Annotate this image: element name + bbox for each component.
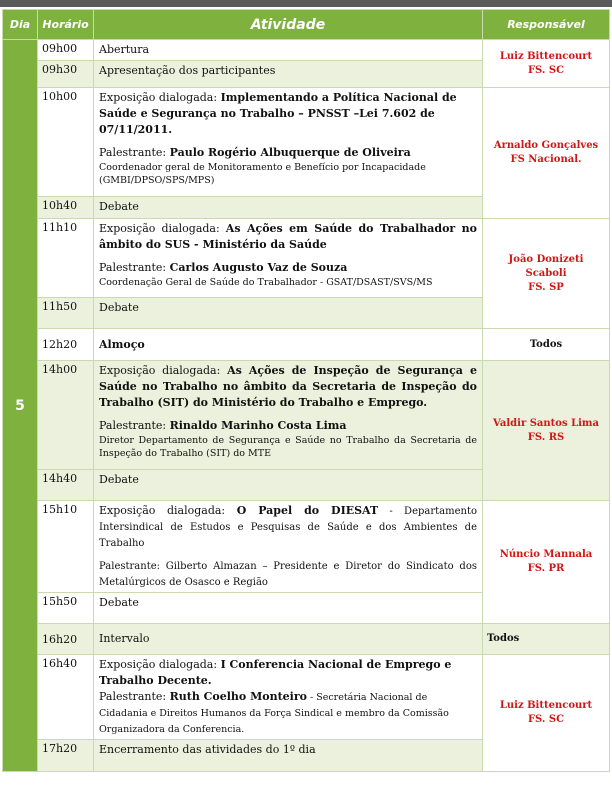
table-row bbox=[3, 624, 610, 655]
activity-cell: Debate bbox=[94, 470, 483, 501]
time-cell: 15h50 bbox=[38, 593, 94, 624]
activity-title: Implementando a Política Nacional de Saúde e Segurança no Trabalho – PNSST –Lei 7.602 de 07/11/2011. bbox=[99, 91, 457, 136]
speaker-name: Ruth Coelho Monteiro bbox=[169, 690, 307, 703]
table-row bbox=[3, 88, 610, 197]
activity-cell: Apresentação dos participantes bbox=[94, 61, 483, 88]
activity-title: As Ações em Saúde do Trabalhador no âmbito do SUS - Ministério da Saúde bbox=[99, 222, 477, 251]
activity-prefix: Exposição dialogada: bbox=[99, 222, 226, 235]
responsible-cell: Todos bbox=[483, 624, 610, 655]
day-cell: 5 bbox=[3, 40, 38, 772]
time-cell: 11h10 bbox=[38, 219, 94, 298]
table-row bbox=[3, 219, 610, 298]
activity-cell: Intervalo bbox=[94, 624, 483, 655]
table-row bbox=[3, 329, 610, 361]
responsible-cell bbox=[483, 219, 610, 329]
activity-cell: Abertura bbox=[94, 40, 483, 61]
activity-subtitle: - Departamento Intersindical de Estudos e Pesquisas de Saúde e dos Ambientes de Trabalho bbox=[99, 506, 477, 549]
responsible-org: FS. RS bbox=[527, 431, 565, 443]
time-cell: 09h00 bbox=[38, 40, 94, 61]
responsible-org: FS. SP bbox=[528, 281, 564, 293]
time-cell: 09h30 bbox=[38, 61, 94, 88]
activity-title: O Papel do DIESAT bbox=[236, 504, 379, 517]
header-responsavel: Responsável bbox=[483, 10, 610, 40]
responsible-name: Arnaldo Gonçalves bbox=[493, 140, 599, 151]
speaker-role: Coordenação Geral de Saúde do Trabalhador - GSAT/DSAST/SVS/MS bbox=[99, 277, 433, 288]
time-cell: 16h40 bbox=[38, 655, 94, 740]
header-horario: Horário bbox=[38, 10, 94, 40]
speaker-label: Palestrante: bbox=[99, 419, 170, 432]
activity-cell bbox=[94, 361, 483, 470]
responsible-name: Luiz Bittencourt bbox=[499, 50, 593, 62]
table-row bbox=[3, 40, 610, 61]
activity-cell bbox=[94, 501, 483, 593]
activity-prefix: Exposição dialogada: bbox=[99, 91, 221, 104]
header-atividade: Atividade bbox=[94, 10, 483, 40]
table-row bbox=[3, 361, 610, 470]
activity-cell: Debate bbox=[94, 197, 483, 219]
speaker-label: Palestrante: bbox=[99, 690, 170, 703]
activity-cell: Debate bbox=[94, 298, 483, 329]
activity-cell: Debate bbox=[94, 593, 483, 624]
time-cell: 17h20 bbox=[38, 740, 94, 772]
speaker-name: Carlos Augusto Vaz de Souza bbox=[169, 261, 348, 274]
time-cell: 11h50 bbox=[38, 298, 94, 329]
header-row bbox=[3, 10, 610, 40]
responsible-org: FS. SC bbox=[527, 64, 565, 76]
time-cell: 10h00 bbox=[38, 88, 94, 197]
header-dia: Dia bbox=[3, 10, 38, 40]
speaker-label: Palestrante: bbox=[99, 561, 166, 572]
time-cell: 14h40 bbox=[38, 470, 94, 501]
responsible-name: Núncio Mannala bbox=[499, 549, 593, 560]
speaker-line: Gilberto Almazan – Presidente e Diretor do Sindicato dos Metalúrgicos de Osasco e Região bbox=[99, 561, 477, 588]
responsible-cell: Todos bbox=[483, 329, 610, 361]
activity-title: Almoço bbox=[99, 337, 145, 351]
time-cell: 12h20 bbox=[38, 329, 94, 361]
responsible-org: FS. SC bbox=[527, 714, 565, 725]
activity-cell bbox=[94, 655, 483, 740]
responsible-cell bbox=[483, 88, 610, 219]
responsible-cell bbox=[483, 40, 610, 88]
activity-cell bbox=[94, 88, 483, 197]
schedule-table bbox=[2, 9, 610, 772]
responsible-cell bbox=[483, 655, 610, 772]
activity-cell bbox=[94, 329, 483, 361]
speaker-role: Coordenador geral de Monitoramento e Benefício por Incapacidade (GMBI/DPSO/SPS/MPS) bbox=[99, 162, 426, 186]
activity-prefix: Exposição dialogada: bbox=[99, 658, 221, 671]
activity-prefix: Exposição dialogada: bbox=[99, 504, 237, 517]
time-cell: 14h00 bbox=[38, 361, 94, 470]
time-cell: 15h10 bbox=[38, 501, 94, 593]
activity-title: I Conferencia Nacional de Emprego e Trabalho Decente. bbox=[99, 658, 452, 687]
speaker-role: Diretor Departamento de Segurança e Saúde no Trabalho da Secretaria de Inspeção do Trabalho (SIT) do MTE bbox=[99, 435, 477, 459]
activity-title: As Ações de Inspeção de Segurança e Saúde no Trabalho no âmbito da Secretaria de Inspeção do Trabalho (SIT) do Ministério do Trabalho e Emprego. bbox=[99, 364, 477, 409]
top-bar bbox=[0, 0, 612, 7]
speaker-name: Rinaldo Marinho Costa Lima bbox=[169, 419, 347, 432]
activity-cell: Encerramento das atividades do 1º dia bbox=[94, 740, 483, 772]
activity-prefix: Exposição dialogada: bbox=[99, 364, 228, 377]
responsible-cell bbox=[483, 361, 610, 501]
speaker-label: Palestrante: bbox=[99, 261, 170, 274]
table-row bbox=[3, 655, 610, 740]
responsible-org: FS. PR bbox=[527, 563, 565, 574]
responsible-name: João Donizeti Scaboli bbox=[508, 253, 584, 279]
responsible-cell bbox=[483, 501, 610, 624]
activity-cell bbox=[94, 219, 483, 298]
responsible-org: FS Nacional. bbox=[510, 154, 582, 165]
time-cell: 16h20 bbox=[38, 624, 94, 655]
responsible-name: Valdir Santos Lima bbox=[493, 417, 599, 429]
speaker-name: Paulo Rogério Albuquerque de Oliveira bbox=[169, 146, 411, 159]
speaker-label: Palestrante: bbox=[99, 146, 170, 159]
time-cell: 10h40 bbox=[38, 197, 94, 219]
table-row bbox=[3, 501, 610, 593]
responsible-name: Luiz Bittencourt bbox=[499, 700, 593, 711]
speaker-role: - Secretária Nacional de Cidadania e Direitos Humanos da Força Sindical e membro da Comissão Organizadora da Conferencia. bbox=[99, 692, 449, 735]
